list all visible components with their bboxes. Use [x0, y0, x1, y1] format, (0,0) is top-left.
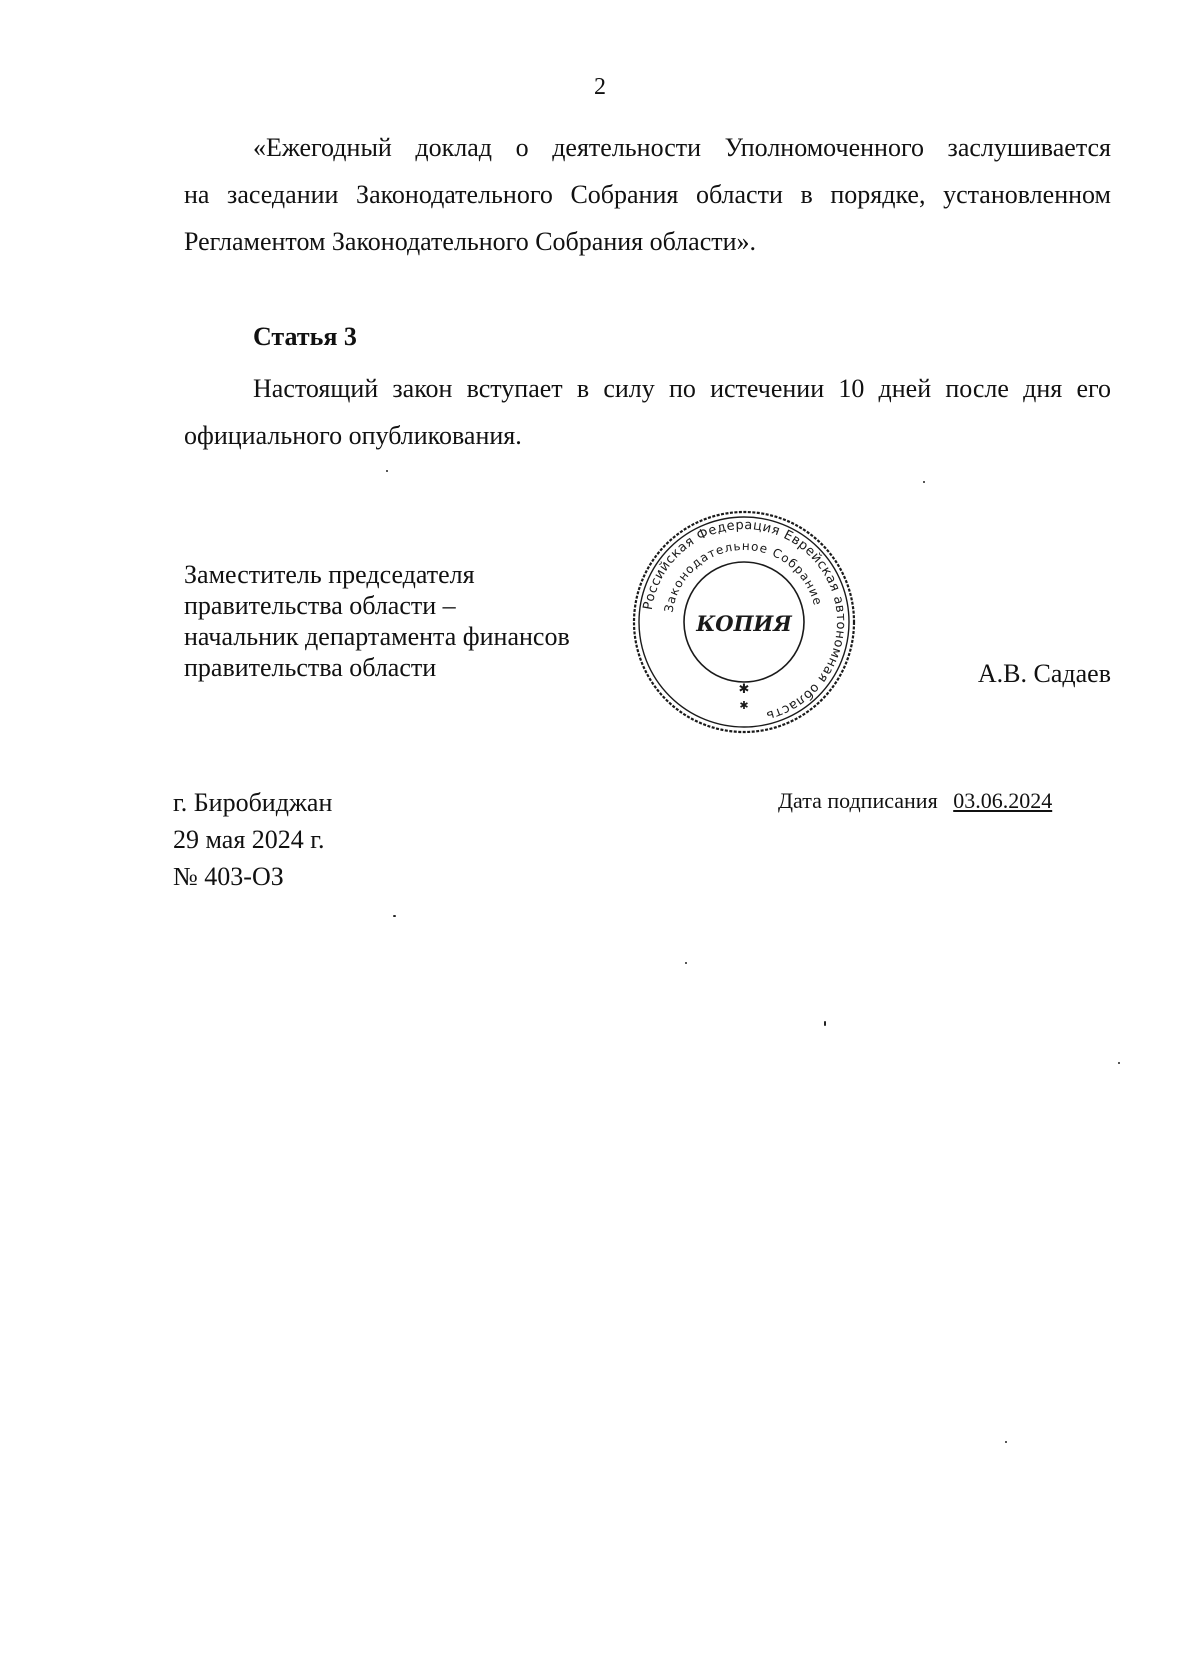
scan-speck — [685, 962, 687, 964]
signer-position-line: Заместитель председателя — [184, 560, 475, 589]
signing-date — [778, 788, 1052, 814]
seal-outer-text: Российская Федерация Еврейская автономная область — [640, 517, 849, 724]
place-and-date-block — [173, 784, 332, 895]
signing-date-value: 03.06.2024 — [953, 788, 1053, 813]
scan-speck — [393, 915, 396, 917]
scan-speck — [386, 470, 388, 472]
paragraph-entry-into-force — [184, 365, 1111, 459]
seal-center-text: КОПИЯ — [696, 611, 792, 636]
paragraph-line: официального опубликования. — [184, 421, 522, 450]
signer-position-line: правительства области — [184, 653, 437, 682]
seal-star-icon: ✱ — [738, 682, 750, 697]
scan-speck — [824, 1021, 826, 1026]
article-title: Статья 3 — [253, 322, 357, 351]
signer-position — [184, 559, 570, 683]
seal-star-icon: ✱ — [739, 699, 749, 712]
scan-speck — [923, 481, 925, 483]
seal-inner-text: Законодательное Собрание — [661, 538, 826, 614]
scan-speck — [1118, 1062, 1120, 1064]
adoption-date: 29 мая 2024 г. — [173, 825, 325, 854]
paragraph-line: на заседании Законодательного Собрания области в порядке, установленном — [184, 180, 1111, 209]
signer-position-line: начальник департамента финансов — [184, 622, 570, 651]
page-number: 2 — [594, 74, 606, 100]
paragraph-line: Настоящий закон вступает в силу по истечении 10 дней после дня его — [253, 374, 1111, 403]
paragraph-line: «Ежегодный доклад о деятельности Уполномоченного заслушивается — [253, 133, 1111, 162]
signer-name: А.В. Садаев — [977, 659, 1111, 688]
official-seal — [631, 509, 857, 735]
signer-position-line: правительства области – — [184, 591, 456, 620]
paragraph-annual-report — [184, 124, 1111, 265]
city: г. Биробиджан — [173, 788, 333, 817]
scan-speck — [1005, 1441, 1007, 1443]
signing-date-label: Дата подписания — [778, 788, 938, 813]
law-number: № 403-ОЗ — [173, 862, 284, 891]
paragraph-line: Регламентом Законодательного Собрания области». — [184, 227, 757, 256]
